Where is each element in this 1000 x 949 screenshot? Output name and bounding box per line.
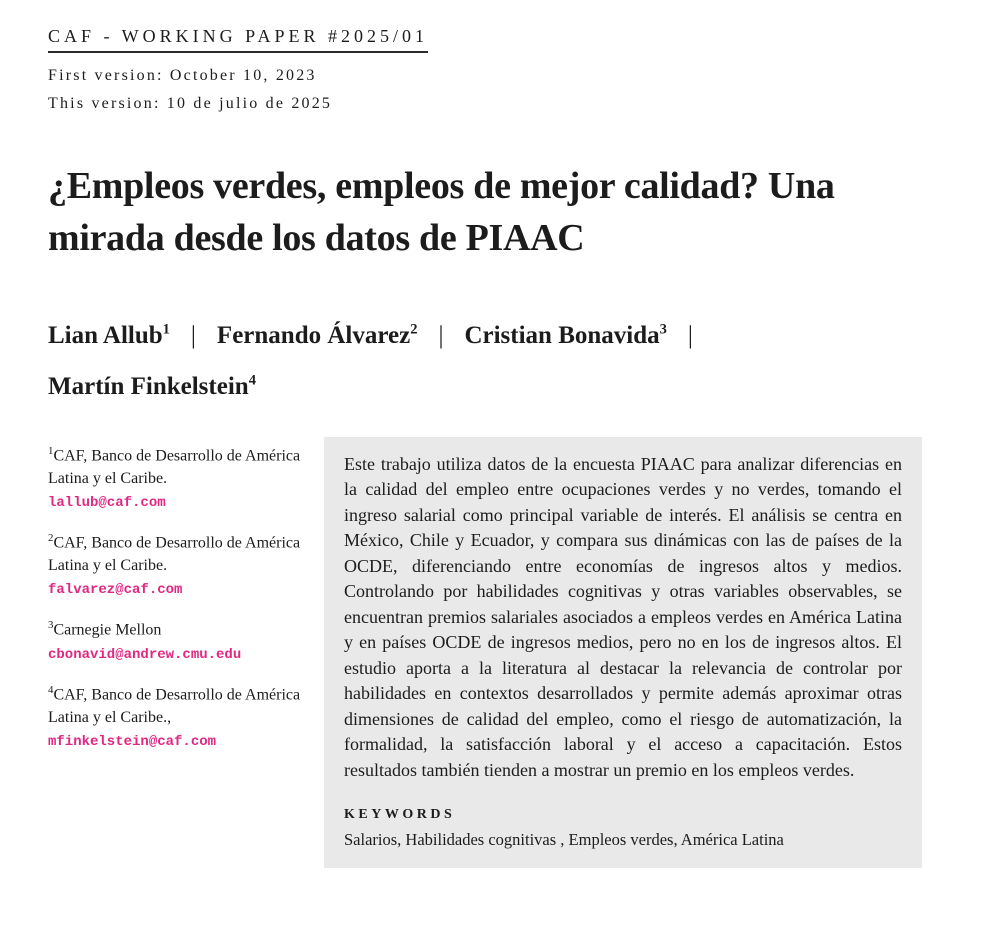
email-link[interactable]: lallub@caf.com (48, 494, 166, 511)
author-footnote-marker: 3 (659, 321, 667, 338)
author-footnote-marker: 2 (410, 321, 418, 338)
author-separator: | (687, 322, 693, 350)
affiliation-marker: 3 (48, 619, 54, 632)
email-link[interactable]: cbonavid@andrew.cmu.edu (48, 646, 242, 663)
affiliation-text: CAF, Banco de Desarrollo de América Latina y el Caribe., (48, 685, 301, 726)
affiliations-column (48, 437, 324, 766)
email-link[interactable]: mfinkelstein@caf.com (48, 733, 217, 750)
affiliation-item (48, 440, 324, 515)
email-link[interactable]: falvarez@caf.com (48, 582, 183, 599)
affiliation-marker: 4 (48, 683, 54, 696)
author-name: Cristian Bonavida$^3$ (464, 321, 667, 350)
affiliation-item (48, 679, 324, 754)
abstract-text: Este trabajo utiliza datos de la encuesta PIAAC para analizar diferencias en la calidad del empleo entre ocupaciones verdes y no verdes, tomando el ingreso salarial como principal variable de interés. El análisis se centra en México, Chile y Ecuador, y compara sus dinámicas con las de países de la OCDE, diferenciando entre economías de ingresos altos y medios. Controlando por habilidades cognitivas y otras variables observables, se encuentran premios salariales asociados a empleos verdes en América Latina y en países OCDE de ingresos medios, pero no en los de ingresos altos. El estudio aporta a la literatura al destacar la relevancia de controlar por habilidades en contextos desarrollados y permite además aproximar otras dimensiones de calidad del empleo, como el riesgo de automatización, la formalidad, la satisfacción laboral y el acceso a capacitación. Estos resultados también tienden a mostrar un premio en los empleos verdes. (344, 453, 902, 780)
content-columns (48, 437, 922, 869)
author-name: Martín Finkelstein$^4$ (48, 373, 256, 401)
affiliation-marker: 1 (48, 444, 54, 457)
this-version-line: This version: 10 de julio de 2025 (48, 95, 333, 112)
affiliation-item (48, 614, 324, 666)
author-list (48, 310, 922, 413)
author-name: Fernando Álvarez$^2$ (216, 321, 418, 350)
author-separator: | (190, 322, 196, 350)
affiliation-text: CAF, Banco de Desarrollo de América Latina y el Caribe. (48, 446, 301, 487)
affiliation-text: Carnegie Mellon (53, 621, 162, 639)
first-version-line: First version: October 10, 2023 (48, 67, 317, 84)
author-separator: | (438, 322, 444, 350)
affiliation-text: CAF, Banco de Desarrollo de América Latina y el Caribe. (48, 534, 301, 575)
abstract-box (324, 437, 922, 869)
author-footnote-marker: 4 (248, 373, 256, 390)
keywords-text: Salarios, Habilidades cognitivas , Empleos verdes, América Latina (344, 830, 784, 850)
author-name: Lian Allub$^1$ (48, 321, 170, 350)
affiliation-item (48, 527, 324, 602)
author-footnote-marker: 1 (162, 321, 170, 338)
working-paper-series: CAF - WORKING PAPER #2025/01 (48, 26, 428, 53)
paper-title: ¿Empleos verdes, empleos de mejor calidad? Una mirada desde los datos de PIAAC (48, 165, 835, 260)
affiliation-marker: 2 (48, 531, 54, 544)
working-paper-header (48, 26, 922, 118)
keywords-label: KEYWORDS (344, 807, 456, 823)
